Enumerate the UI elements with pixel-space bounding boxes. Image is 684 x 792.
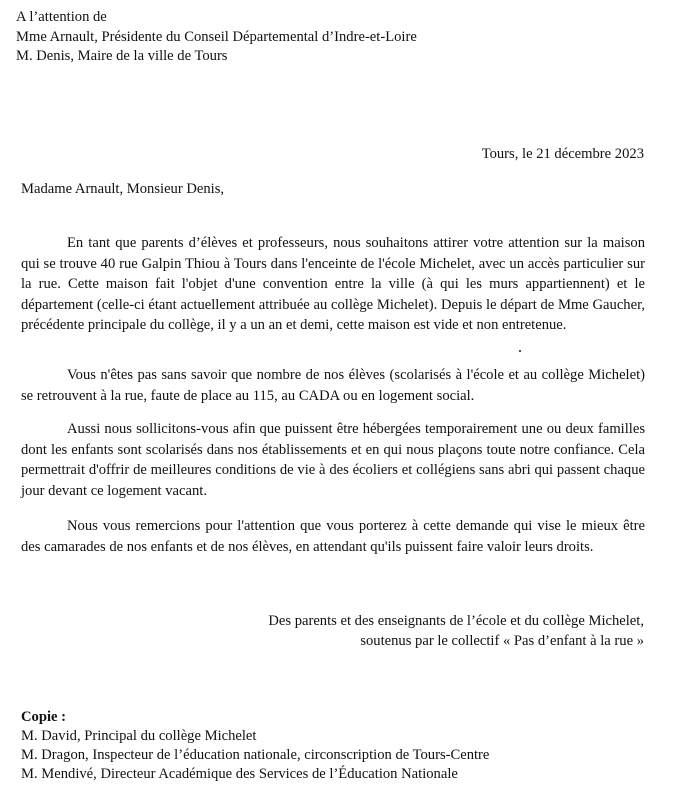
stray-mark [519, 350, 521, 352]
recipient-mayor: M. Denis, Maire de la ville de Tours [16, 48, 228, 64]
letter-date: Tours, le 21 décembre 2023 [481, 146, 644, 162]
paragraph-1: En tant que parents d’élèves et professeurs, nous souhaitons attirer votre attention sur la maison qui se trouve 40 rue Galpin Thiou à Tours dans l'enceinte de l'école Michelet, avec un accès particulier sur la rue. Cette maison fait l'objet d'une convention entre la ville (à qui les murs appartiennent) et le département (celle-ci étant actuellement attribuée au collège Michelet). Depuis le départ de Mme Gaucher, précédente principale du collège, il y a un an et demi, cette maison est vide et non entretenue. [21, 235, 645, 333]
paragraph-3: Aussi nous sollicitons-vous afin que puissent être hébergées temporairement une ou deux familles dont les enfants sont scolarisés dans nos établissements et en qui nous plaçons toute notre confiance. Cela permettrait d'offrir de meilleures conditions de vie à des écoliers et collégiens sans abri qui passent chaque jour devant ce logement vacant. [21, 421, 645, 499]
paragraph-4: Nous vous remercions pour l'attention que vous porterez à cette demande qui vise le mieux être des camarades de nos enfants et de nos élèves, en attendant qu'ils puissent faire valoir leurs droits. [21, 518, 645, 555]
recipient-president: Mme Arnault, Présidente du Conseil Départemental d’Indre-et-Loire [16, 29, 417, 45]
paragraph-2: Vous n'êtes pas sans savoir que nombre de nos élèves (scolarisés à l'école et au collège Michelet) se retrouvent à la rue, faute de place au 115, au CADA ou en logement social. [21, 367, 645, 404]
signature-line-2: soutenus par le collectif « Pas d’enfant à la rue » [360, 633, 644, 649]
copy-item-david: M. David, Principal du collège Michelet [21, 728, 257, 744]
copy-heading: Copie : [21, 709, 66, 725]
recipient-intro: A l’attention de [16, 9, 107, 25]
salutation: Madame Arnault, Monsieur Denis, [21, 181, 225, 197]
copy-item-dragon: M. Dragon, Inspecteur de l’éducation nationale, circonscription de Tours-Centre [21, 747, 490, 763]
signature-line-1: Des parents et des enseignants de l’école et du collège Michelet, [268, 613, 644, 629]
copy-item-mendive: M. Mendivé, Directeur Académique des Services de l’Éducation Nationale [21, 766, 458, 782]
